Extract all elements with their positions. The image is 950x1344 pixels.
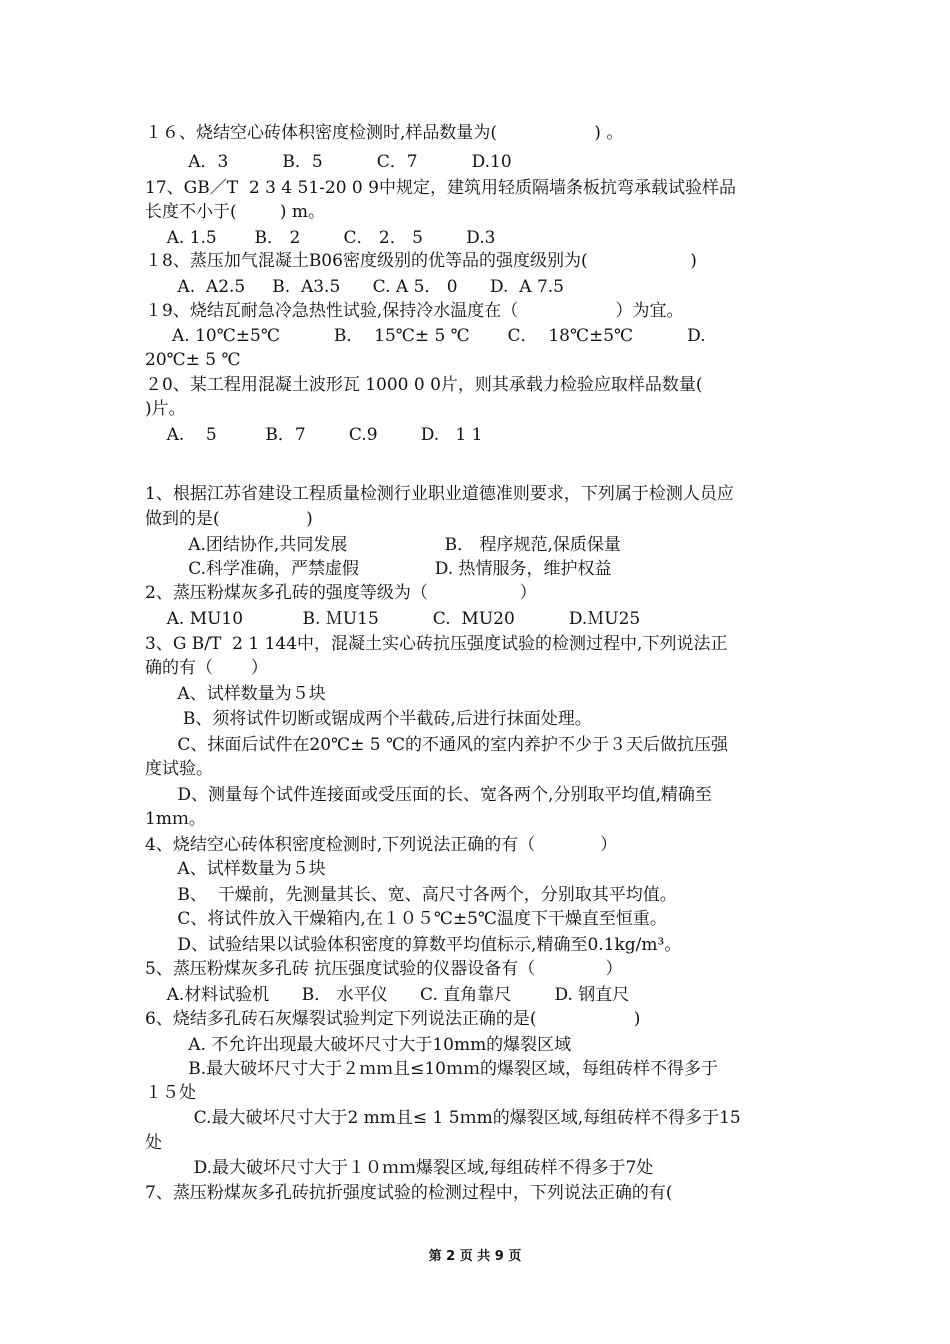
text-line: 长度不小于( ) m。 [145, 202, 326, 222]
text-line: A、试样数量为５块 [145, 684, 326, 704]
text-line: １9、烧结瓦耐急冷急热性试验,保持冷水温度在（ ）为宜。 [145, 301, 684, 321]
text-line: 度试验。 [145, 759, 213, 779]
text-line: 做到的是( ) [145, 509, 313, 529]
text-line: 17、GB／T 2 3 4 51-20 0 9中规定，建筑用轻质隔墙条板抗弯承载试验样品 [145, 178, 736, 198]
text-line: C.科学准确，严禁虚假 D. 热情服务，维护权益 [145, 559, 612, 579]
text-line: A．3 B．5 C．7 D.10 [145, 152, 512, 172]
text-line: D、试验结果以试验体积密度的算数平均值标示,精确至0.1kg/m³。 [145, 935, 682, 955]
text-line: A. 1.5 B． 2 C． 2． 5 D.3 [145, 228, 496, 248]
text-line: C.最大破坏尺寸大于2 mm且≤ 1 5ｍm的爆裂区域,每组砖样不得多于15 [145, 1108, 741, 1128]
text-line: 确的有（ ） [145, 658, 268, 678]
text-line: A. MU10 B. ＭU15 C. MU20 D.ＭU25 [145, 609, 641, 629]
text-line: B.最大破坏尺寸大于２ｍｍ且≤10ｍｍ的爆裂区域，每组砖样不得多于 [145, 1059, 719, 1079]
text-line: A.团结协作,共同发展 B． 程序规范,保质保量 [145, 535, 621, 555]
page-footer: 第 2 页 共 9 页 [428, 1249, 522, 1264]
text-line: D、测量每个试件连接面或受压面的长、宽各两个,分别取平均值,精确至 [145, 785, 712, 805]
text-line: 20℃± 5 ℃ [145, 350, 241, 370]
text-line: 5、蒸压粉煤灰多孔砖 抗压强度试验的仪器设备有（ ） [145, 959, 623, 979]
text-line: A.材料试验机 B． 水平仪 C. 直角靠尺 D. 钢直尺 [145, 985, 630, 1005]
text-line: 1mｍ。 [145, 809, 206, 829]
text-line: )片。 [145, 399, 186, 419]
text-line: ２0、某工程用混凝土波形瓦 1000 0 0片，则其承载力检验应取样品数量( [145, 375, 703, 395]
text-line: 2、蒸压粉煤灰多孔砖的强度等级为（ ） [145, 583, 537, 603]
text-line: １５处 [145, 1083, 196, 1103]
text-line: A. 不允许出现最大破坏尺寸大于10mm的爆裂区域 [145, 1035, 572, 1055]
text-line: C、将试件放入干燥箱内,在１０５℃±5℃温度下干燥直至恒重。 [145, 909, 667, 929]
text-line: 7、蒸压粉煤灰多孔砖抗折强度试验的检测过程中，下列说法正确的有( [145, 1183, 673, 1203]
text-line: 6、烧结多孔砖石灰爆裂试验判定下列说法正确的是( ) [145, 1009, 641, 1029]
text-line: 1、根据江苏省建设工程质量检测行业职业道德准则要求，下列属于检测人员应 [145, 484, 734, 504]
text-line: １8、蒸压加气混凝土B06密度级别的优等品的强度级别为( ) [145, 251, 697, 271]
text-line: １６、烧结空心砖体积密度检测时,样品数量为( ) 。 [145, 123, 624, 143]
text-line: B、须将试件切断或锯成两个半截砖,后进行抹面处理。 [145, 709, 592, 729]
text-line: A. A2.5 B. A3.5 C. A 5． 0 D. A 7.5 [145, 277, 564, 297]
text-line: D.最大破坏尺寸大于１０ｍｍ爆裂区域,每组砖样不得多于7处 [145, 1158, 654, 1178]
text-line: B、 干燥前，先测量其长、宽、高尺寸各两个，分别取其平均值。 [145, 885, 677, 905]
text-line: A. 5 B．7 C.9 D. 1 1 [145, 425, 483, 445]
text-line: 3、G B/T 2 1 144中，混凝土实心砖抗压强度试验的检测过程中,下列说法正 [145, 634, 728, 654]
text-line: A、试样数量为５块 [145, 859, 326, 879]
text-line: 4、烧结空心砖体积密度检测时,下列说法正确的有（ ） [145, 835, 618, 855]
text-line: C、抹面后试件在20℃± 5 ℃的不通风的室内养护不少于３天后做抗压强 [145, 735, 728, 755]
text-line: 处 [145, 1133, 162, 1153]
text-line: A. 10℃±5℃ B． 15℃± 5 ℃ C． 18℃±5℃ D. [145, 326, 706, 346]
